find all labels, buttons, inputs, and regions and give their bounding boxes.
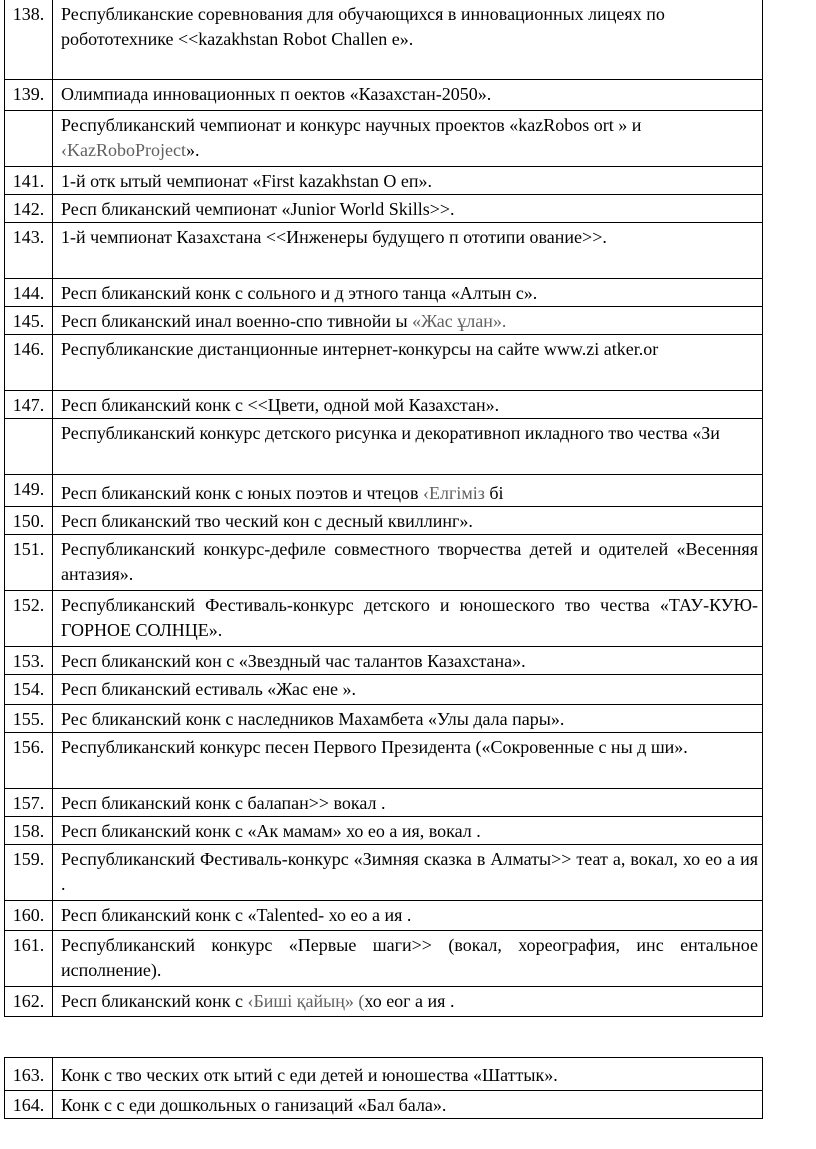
- row-text: Республиканский конкурс «Первые шаги>> (вокал, хореография, инс ентальное исполнение).: [53, 931, 763, 987]
- table-row: [5, 307, 763, 335]
- row-number: 163.: [5, 1058, 53, 1091]
- row-text: Респ бликанский конк с <<Цвети, одной мой Казахстан».: [53, 391, 763, 419]
- row-text: Республиканский конкурс песен Первого Президента («Сокровенные с ны д ши».: [53, 733, 763, 789]
- row-text-gray: «Жас ұлан».: [407, 311, 507, 331]
- row-number: 158.: [5, 817, 53, 845]
- row-text-tail: бі: [484, 483, 504, 503]
- row-text-main: Республиканский чемпионат и конкурс научных проектов «kazRobos ort » и: [61, 115, 642, 135]
- row-number: 159.: [5, 845, 53, 901]
- row-text: [53, 307, 763, 335]
- table-row: [5, 335, 763, 391]
- row-number: 142.: [5, 195, 53, 223]
- row-text: Республиканский Фестиваль-конкурс детского и юношеского тво чества «ТАУ-КУЮ-ГОРНОЕ СОЛНЦЕ».: [53, 591, 763, 647]
- table-row: [5, 705, 763, 733]
- row-text-main: Респ бликанский конк с юных поэтов и чтецов: [61, 483, 419, 503]
- row-text-main: Респ бликанский конк с: [61, 991, 243, 1011]
- table-row: [5, 419, 763, 475]
- events-table-2: [4, 1057, 763, 1119]
- table-row: [5, 111, 763, 167]
- row-number: 161.: [5, 931, 53, 987]
- row-number: 153.: [5, 647, 53, 675]
- row-number: 147.: [5, 391, 53, 419]
- events-table-1: [4, 0, 763, 1017]
- table-row: [5, 733, 763, 789]
- row-text: [53, 987, 763, 1017]
- table-row: [5, 789, 763, 817]
- table-row: [5, 1058, 763, 1091]
- table-row: [5, 80, 763, 111]
- row-number: 143.: [5, 223, 53, 279]
- row-number: [5, 111, 53, 167]
- row-text: 1-й отк ытый чемпионат «First kazakhstan O еп».: [53, 167, 763, 195]
- row-text: Конк с с еди дошкольных о ганизаций «Бал бала».: [53, 1091, 763, 1119]
- table-row: [5, 279, 763, 307]
- row-number: 157.: [5, 789, 53, 817]
- row-text: Респ бликанский чемпионат «Junior World Skills>>.: [53, 195, 763, 223]
- row-text: [53, 111, 763, 167]
- row-text-gray: ‹KazRoboProject: [61, 140, 186, 160]
- table-row: [5, 535, 763, 591]
- row-text: Республиканский конкурс-дефиле совместного творчества детей и одителей «Весенняя антазия».: [53, 535, 763, 591]
- row-text-gray: ‹Елгіміз: [418, 483, 485, 503]
- row-text: Респ бликанский конк с сольного и д этного танца «Алтын с».: [53, 279, 763, 307]
- row-text: Респ бликанский кон с «Звездный час талантов Казахстана».: [53, 647, 763, 675]
- row-text: Рес бликанский конк с наследников Махамбета «Улы дала пары».: [53, 705, 763, 733]
- row-text: Респ бликанский конк с балапан>> вокал .: [53, 789, 763, 817]
- table-row: [5, 845, 763, 901]
- table-row: [5, 223, 763, 279]
- row-number: 162.: [5, 987, 53, 1017]
- row-text: Респ бликанский естиваль «Жас ене ».: [53, 675, 763, 705]
- table-row: [5, 675, 763, 705]
- row-number: 160.: [5, 901, 53, 931]
- row-number: 145.: [5, 307, 53, 335]
- row-text-main: Респ бликанский инал военно-спо тивнойи ы: [61, 311, 408, 331]
- row-text: 1-й чемпионат Казахстана <<Инженеры будущего п ототипи ование>>.: [53, 223, 763, 279]
- table-row: [5, 987, 763, 1017]
- row-number: 152.: [5, 591, 53, 647]
- row-number: 139.: [5, 80, 53, 111]
- row-number: 138.: [5, 0, 53, 80]
- row-number: 141.: [5, 167, 53, 195]
- row-text: Респ бликанский конк с «Ак мамам» хо ео а ия, вокал .: [53, 817, 763, 845]
- row-number: 146.: [5, 335, 53, 391]
- row-text: Конк с тво ческих отк ытий с еди детей и юношества «Шаттык».: [53, 1058, 763, 1091]
- row-text: Республиканские соревнования для обучающихся в инновационных лицеях по робототехнике <<kazakhstan Robot Challen e».: [53, 0, 763, 80]
- table-row: [5, 647, 763, 675]
- row-text-tail: хо еог а ия .: [364, 991, 455, 1011]
- table-row: [5, 195, 763, 223]
- table-row: [5, 817, 763, 845]
- row-number: [5, 419, 53, 475]
- row-text: [53, 475, 763, 507]
- row-text: Республиканский Фестиваль-конкурс «Зимняя сказка в Алматы>> теат а, вокал, хо ео а ия .: [53, 845, 763, 901]
- row-number: 149.: [5, 475, 53, 507]
- table-row: [5, 591, 763, 647]
- table-row: [5, 901, 763, 931]
- row-number: 164.: [5, 1091, 53, 1119]
- table-row: [5, 507, 763, 535]
- row-number: 154.: [5, 675, 53, 705]
- row-text: Респ бликанский тво ческий кон с десный квиллинг».: [53, 507, 763, 535]
- row-text-gray: ‹Биші қайың» (: [242, 991, 365, 1011]
- row-number: 151.: [5, 535, 53, 591]
- table-row: [5, 0, 763, 80]
- row-text: Республиканский конкурс детского рисунка и декоративноп икладного тво чества «Зи: [53, 419, 763, 475]
- row-text: Республиканские дистанционные интернет-конкурсы на сайте www.zi atker.or: [53, 335, 763, 391]
- row-number: 155.: [5, 705, 53, 733]
- row-text: Респ бликанский конк с «Talented- хо ео а ия .: [53, 901, 763, 931]
- table-row: [5, 1091, 763, 1119]
- row-number: 156.: [5, 733, 53, 789]
- row-number: 144.: [5, 279, 53, 307]
- row-number: 150.: [5, 507, 53, 535]
- table-row: [5, 167, 763, 195]
- row-text-tail: ».: [185, 140, 200, 160]
- table-row: [5, 475, 763, 507]
- row-text: Олимпиада инновационных п оектов «Казахстан-2050».: [53, 80, 763, 111]
- table-row: [5, 931, 763, 987]
- table-row: [5, 391, 763, 419]
